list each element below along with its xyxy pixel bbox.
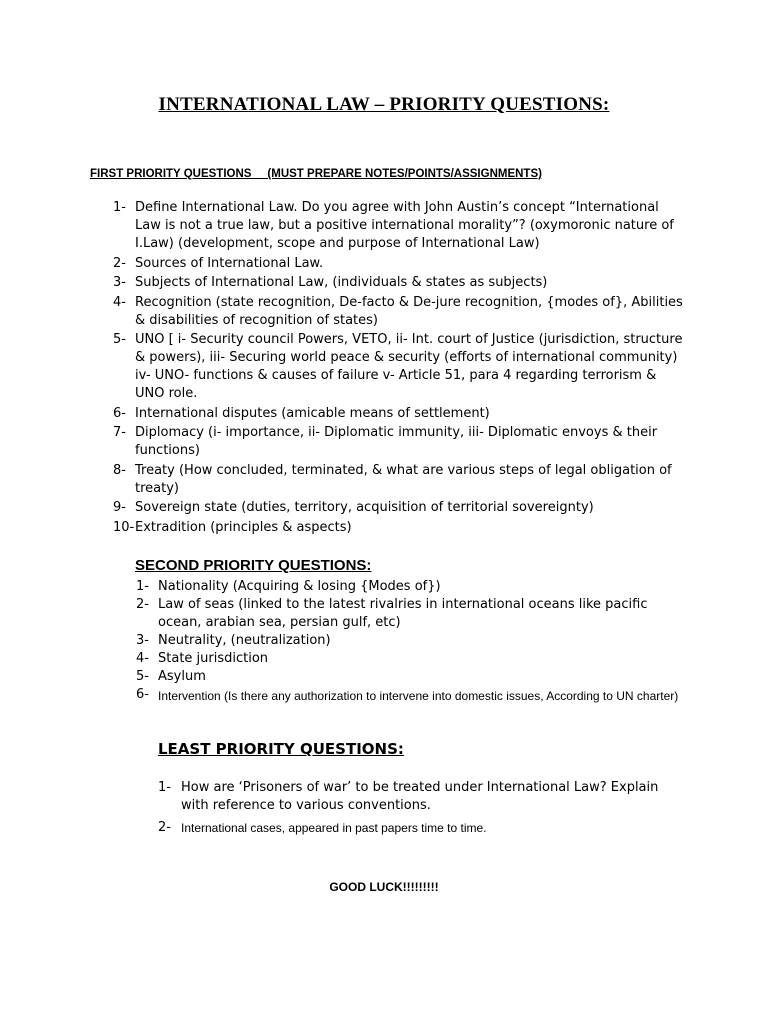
second-priority-heading: SECOND PRIORITY QUESTIONS: <box>135 557 372 574</box>
item-number: 1- <box>158 780 171 795</box>
least-priority-list <box>158 779 688 841</box>
list-item <box>113 519 683 537</box>
item-number: 5- <box>136 669 149 684</box>
list-item <box>136 596 686 632</box>
item-number: 1- <box>113 200 126 215</box>
item-number: 9- <box>113 500 126 515</box>
item-number: 5- <box>113 332 126 347</box>
list-item <box>113 199 683 253</box>
item-number: 4- <box>113 294 126 310</box>
list-item <box>113 255 683 273</box>
list-item <box>136 686 686 707</box>
item-text: How are ‘Prisoners of war’ to be treated under International Law? Explain with reference to various conventions. <box>181 780 659 813</box>
item-text: UNO [ i- Security council Powers, VETO, ii- Int. court of Justice (jurisdiction, structure & powers), iii- Securing world peace & security (efforts of international community) iv- UNO- functions & causes of failure v- Article 51, para 4 regarding terrorism & UNO role. <box>135 332 683 401</box>
list-item <box>136 650 686 668</box>
item-text: Neutrality, (neutralization) <box>158 633 331 648</box>
item-number: 4- <box>136 651 149 666</box>
item-text: State jurisdiction <box>158 651 269 666</box>
document-title: INTERNATIONAL LAW – PRIORITY QUESTIONS: <box>158 94 610 115</box>
item-number: 3- <box>113 275 126 290</box>
item-text: Sovereign state (duties, territory, acquisition of territorial sovereignty) <box>135 500 594 515</box>
list-item <box>136 578 686 596</box>
list-item <box>113 499 683 517</box>
item-text: Sources of International Law. <box>135 255 324 271</box>
item-number: 6- <box>113 405 126 421</box>
second-priority-list <box>136 578 686 707</box>
list-item <box>136 668 686 686</box>
item-number: 10- <box>113 519 135 535</box>
item-number: 2- <box>136 597 149 612</box>
item-text: Treaty (How concluded, terminated, & what are various steps of legal obligation of treaty) <box>135 462 672 496</box>
least-priority-heading: LEAST PRIORITY QUESTIONS: <box>158 740 404 758</box>
item-text: International cases, appeared in past papers time to time. <box>181 821 487 835</box>
list-item <box>113 405 683 423</box>
first-priority-heading: FIRST PRIORITY QUESTIONS (MUST PREPARE NOTES/POINTS/ASSIGNMENTS) <box>90 168 542 180</box>
list-item <box>113 424 683 460</box>
item-number: 1- <box>136 579 149 594</box>
item-text: Intervention (Is there any authorization to intervene into domestic issues, According to UN charter) <box>158 689 679 703</box>
item-number: 3- <box>136 633 149 648</box>
item-text: Asylum <box>158 669 206 684</box>
item-text: Law of seas (linked to the latest rivalries in international oceans like pacific ocean, arabian sea, persian gulf, etc) <box>158 597 648 630</box>
list-item <box>136 632 686 650</box>
item-number: 7- <box>113 425 126 440</box>
item-number: 2- <box>158 820 171 835</box>
list-item <box>113 331 683 403</box>
item-number: 2- <box>113 255 126 271</box>
item-text: Extradition (principles & aspects) <box>135 519 352 535</box>
first-priority-list <box>113 199 683 538</box>
item-number: 6- <box>136 687 149 702</box>
list-item <box>113 462 683 498</box>
item-text: Recognition (state recognition, De-facto & De-jure recognition, {modes of}, Abilities & disabilities of recognition of states) <box>135 294 683 328</box>
item-text: Diplomacy (i- importance, ii- Diplomatic immunity, iii- Diplomatic envoys & their functions) <box>135 425 658 458</box>
item-text: Subjects of International Law, (individuals & states as subjects) <box>135 275 548 290</box>
item-text: Define International Law. Do you agree with John Austin’s concept “International Law is not a true law, but a positive international morality”? (oxymoronic nature of I.Law) (development, scope and purpose of International Law) <box>135 200 674 251</box>
list-item <box>113 294 683 330</box>
good-luck-footer: GOOD LUCK!!!!!!!!! <box>329 880 439 894</box>
list-item <box>158 779 688 815</box>
item-text: Nationality (Acquiring & losing {Modes of}) <box>158 579 441 594</box>
item-number: 8- <box>113 462 126 478</box>
list-item <box>113 274 683 292</box>
item-text: International disputes (amicable means of settlement) <box>135 405 490 421</box>
list-item <box>158 819 688 837</box>
